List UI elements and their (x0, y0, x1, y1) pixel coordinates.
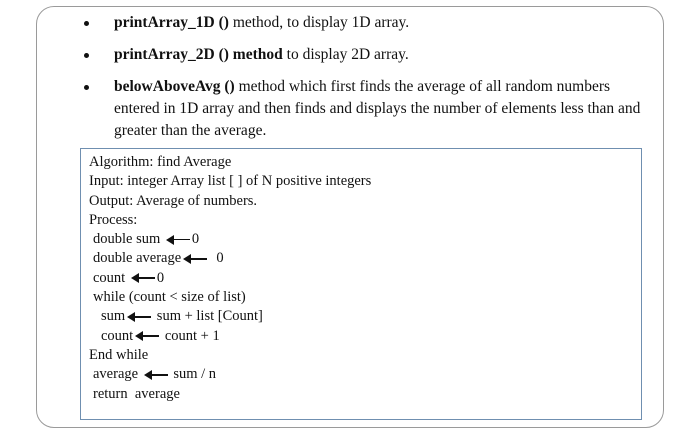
algorithm-input: Input: integer Array list [ ] of N positive integers (89, 173, 372, 190)
left-arrow-icon (131, 273, 155, 283)
line-avg-calc (89, 365, 371, 384)
bullet-dot-icon (84, 21, 89, 26)
algorithm-process: Process: (89, 211, 138, 228)
var-name: count (93, 269, 126, 286)
var-value: 0 (191, 231, 200, 248)
var-value: sum / n (173, 366, 217, 383)
line-avg-init (89, 249, 371, 268)
line-count-update (89, 327, 371, 346)
algorithm-box (80, 148, 642, 420)
var-value: 0 (156, 269, 165, 286)
method-name: printArray_2D () method (114, 46, 287, 63)
method-description: method which first finds the average of all random numbers entered in 1D array and then finds and displays the number of elements less than and greater than the average. (114, 78, 641, 139)
left-arrow-icon (183, 254, 207, 264)
left-arrow-icon (127, 312, 151, 322)
var-name: average (93, 366, 139, 383)
bullet-dot-icon (84, 85, 89, 90)
line-sum-init (89, 230, 371, 249)
algorithm-title: Algorithm: find Average (89, 154, 232, 170)
var-value: count + 1 (164, 327, 220, 344)
left-arrow-icon (144, 370, 168, 380)
bullet-dot-icon (84, 53, 89, 58)
line-end-while: End while (89, 346, 149, 363)
algorithm-output: Output: Average of numbers. (89, 192, 258, 209)
algorithm-lines (89, 153, 371, 404)
var-name: double average (93, 250, 182, 267)
bullet-print-1d (78, 12, 650, 34)
left-arrow-icon (135, 331, 159, 341)
method-name: belowAboveAvg () (114, 78, 239, 95)
var-name: count (101, 327, 134, 344)
var-name: sum (101, 308, 126, 325)
method-description: to display 2D array. (286, 46, 409, 63)
method-bullet-list (78, 12, 650, 152)
method-name: printArray_1D () (114, 14, 233, 31)
line-return: return average (93, 385, 180, 402)
line-sum-update (89, 307, 371, 326)
var-value: sum + list [Count] (156, 308, 263, 325)
bullet-below-above-avg (78, 76, 650, 142)
line-while: while (count < size of list) (93, 289, 246, 306)
var-value: 0 (216, 250, 224, 267)
left-arrow-icon (166, 235, 190, 245)
bullet-print-2d (78, 44, 650, 66)
line-count-init (89, 269, 371, 288)
var-name: double sum (93, 231, 161, 248)
method-description: method, to display 1D array. (232, 14, 410, 31)
